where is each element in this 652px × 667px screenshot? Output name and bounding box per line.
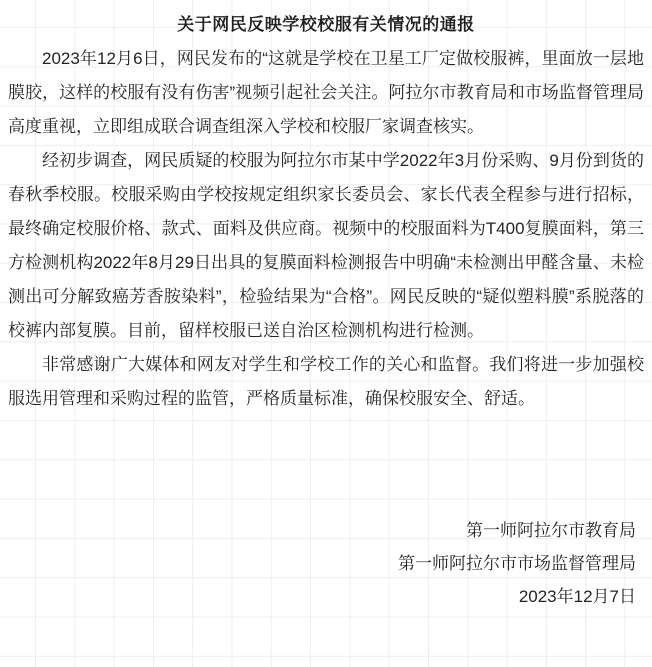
paragraph-thanks: 非常感谢广大媒体和网友对学生和学校工作的关心和监督。我们将进一步加强校服选用管理和采购过程的监管，严格质量标准，确保校服安全、舒适。 xyxy=(8,355,644,408)
notice-title: 关于网民反映学校校服有关情况的通报 xyxy=(177,15,475,34)
notice-body xyxy=(8,42,644,416)
signature-education-bureau: 第一师阿拉尔市教育局 xyxy=(466,521,636,540)
signature-market-supervision-bureau: 第一师阿拉尔市市场监督管理局 xyxy=(398,554,636,573)
notice-footer xyxy=(8,514,644,613)
paragraph-incident: 2023年12月6日，网民发布的“这就是学校在卫星工厂定做校服裤，里面放一层地膜胶，这样的校服有没有伤害”视频引起社会关注。阿拉尔市教育局和市场监督管理局高度重视，立即组成联合调查组深入学校和校服厂家调查核实。 xyxy=(8,49,644,136)
notice-date: 2023年12月7日 xyxy=(518,587,636,606)
paragraph-investigation: 经初步调查，网民质疑的校服为阿拉尔市某中学2022年3月份采购、9月份到货的春秋季校服。校服采购由学校按规定组织家长委员会、家长代表全程参与进行招标，最终确定校服价格、款式、面料及供应商。视频中的校服面料为T400复膜面料，第三方检测机构2022年8月29日出具的复膜面料检测报告中明确“未检测出甲醛含量、未检测出可分解致癌芳香胺染料”，检验结果为“合格”。网民反映的“疑似塑料膜”系脱落的校裤内部复膜。目前，留样校服已送自治区检测机构进行检测。 xyxy=(8,151,644,340)
